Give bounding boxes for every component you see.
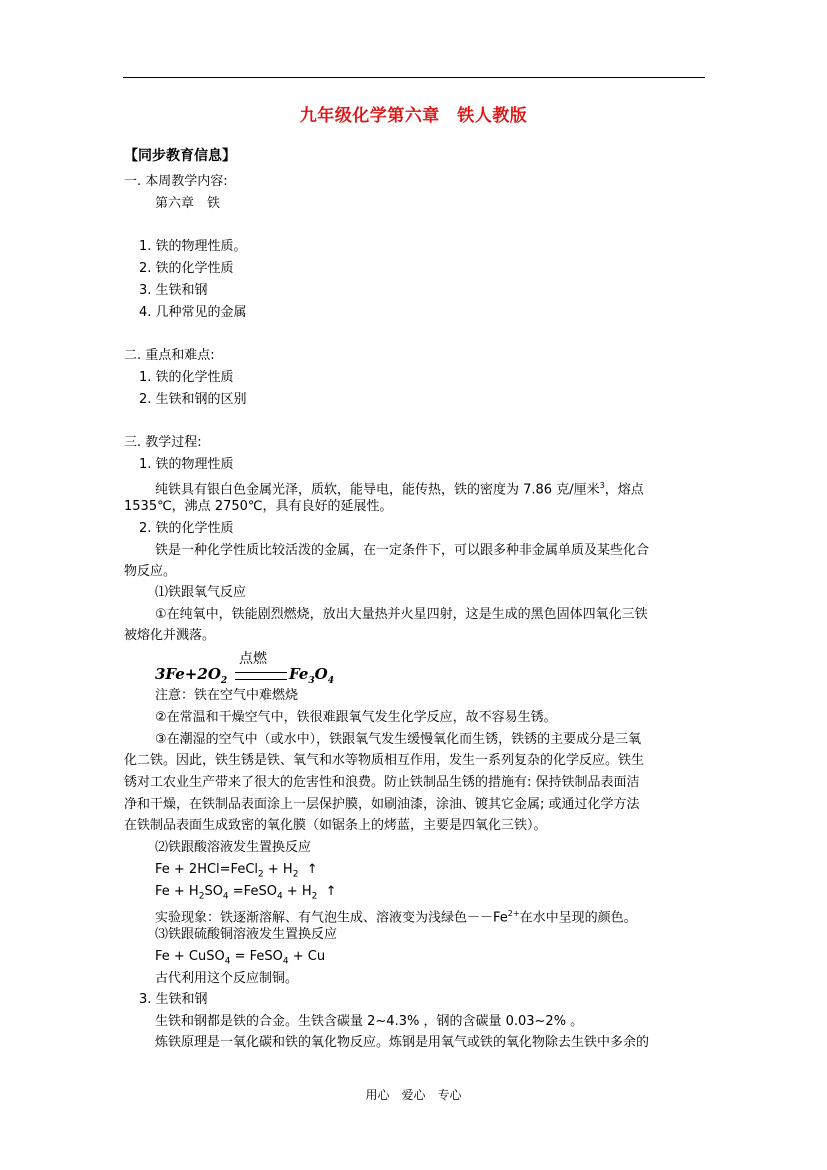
o2-title: ⑴铁跟氧气反应 [155,585,247,600]
acid-observation: 实验现象：铁逐渐溶解、有气泡生成、溶液变为浅绿色$--Fe^{2+}$在水中呈现的颜色。 [155,909,637,926]
o2-line: ③在潮湿的空气中（或水中），铁跟氧气发生缓慢氧化而生锈，铁锈的主要成分是三氧 [155,732,642,747]
s1-item: 1. 铁的物理性质。 [139,239,247,254]
section-header: 【同步教育信息】 [124,148,236,164]
p2-line: 铁是一种化学性质比较活泼的金属，在一定条件下，可以跟多种非金属单质及某些化合 [155,543,650,558]
cu-title: ⑶铁跟硫酸铜溶液发生置换反应 [155,927,338,942]
s1-item: 4. 几种常见的金属 [139,305,247,320]
p2-line: 物反应。 [124,564,177,579]
o2-line: 净和干燥，在铁制品表面涂上一层保护膜，如刷油漆，涂油、镀其它金属; 或通过化学方法 [124,797,640,812]
note-line: 注意：铁在空气中难燃烧 [155,688,299,703]
s1-item: 2. 铁的化学性质 [139,261,234,276]
s1-chapter: 第六章 铁 [155,196,221,211]
p2-title: 2. 铁的化学性质 [139,521,234,536]
o2-line: 化二铁。因此，铁生锈是铁、氧气和水等物质相互作用，发生一系列复杂的化学反应。铁生 [124,753,645,768]
cu-equation: Fe + CuSO$_4$ = FeSO$_4$ + Cu [155,949,326,967]
equation-equals [235,672,287,680]
equation-condition: 点燃 [239,651,267,667]
p3-line: 生铁和钢都是铁的合金。生铁含碳量 2~4.3% ，钢的含碳量 0.03~2% 。 [155,1014,584,1029]
s2-item: 1. 铁的化学性质 [139,370,234,385]
page-title: 九年级化学第六章 铁人教版 [299,106,528,126]
o2-line: ①在纯氧中，铁能剧烈燃烧，放出大量热并火星四射，这是生成的黑色固体四氧化三铁 [155,607,648,622]
combustion-equation [155,648,355,688]
s2-item: 2. 生铁和钢的区别 [139,392,247,407]
acid-equation-h2so4: $Fe + H_2SO_4$ =FeSO$_4$ + $H_2$ ↑ [155,884,337,902]
p1-line: 纯铁具有银白色金属光泽，质软，能导电，能传热，铁的密度为 7.86 克/厘米$^3$，熔点 [155,481,644,498]
p3-title: 3. 生铁和钢 [139,992,208,1007]
acid-equation-hcl: Fe + 2HCl=FeCl$_2$ + $H_2$ ↑ [155,862,318,880]
o2-line: ②在常温和干燥空气中，铁很难跟氧气发生化学反应，故不容易生锈。 [155,710,557,725]
header-rule [123,77,705,78]
s3-heading: 三. 教学过程: [124,435,202,450]
s2-heading: 二. 重点和难点: [124,348,215,363]
page-footer: 用心 爱心 专心 [365,1088,462,1102]
s1-heading: 一. 本周教学内容: [124,174,228,189]
o2-line: 锈对工农业生产带来了很大的危害性和浪费。防止铁制品生锈的措施有: 保持铁制品表面洁 [124,775,640,790]
s1-item: 3. 生铁和钢 [139,283,208,298]
p1-title: 1. 铁的物理性质 [139,457,234,472]
equation-left: $3Fe+2O_2$ [155,665,228,686]
p1-line: 1535℃，沸点 2750℃，具有良好的延展性。 [124,499,393,514]
cu-note: 古代利用这个反应制铜。 [155,971,299,986]
acid-title: ⑵铁跟酸溶液发生置换反应 [155,840,312,855]
p3-line: 炼铁原理是一氧化碳和铁的氧化物反应。炼钢是用氧气或铁的氧化物除去生铁中多余的 [155,1035,650,1050]
equation-right: $Fe_3O_4$ [289,665,334,686]
o2-line: 被熔化并溅落。 [124,628,216,643]
o2-line: 在铁制品表面生成致密的氧化膜（如锯条上的烤蓝，主要是四氧化三铁）。 [124,818,547,833]
